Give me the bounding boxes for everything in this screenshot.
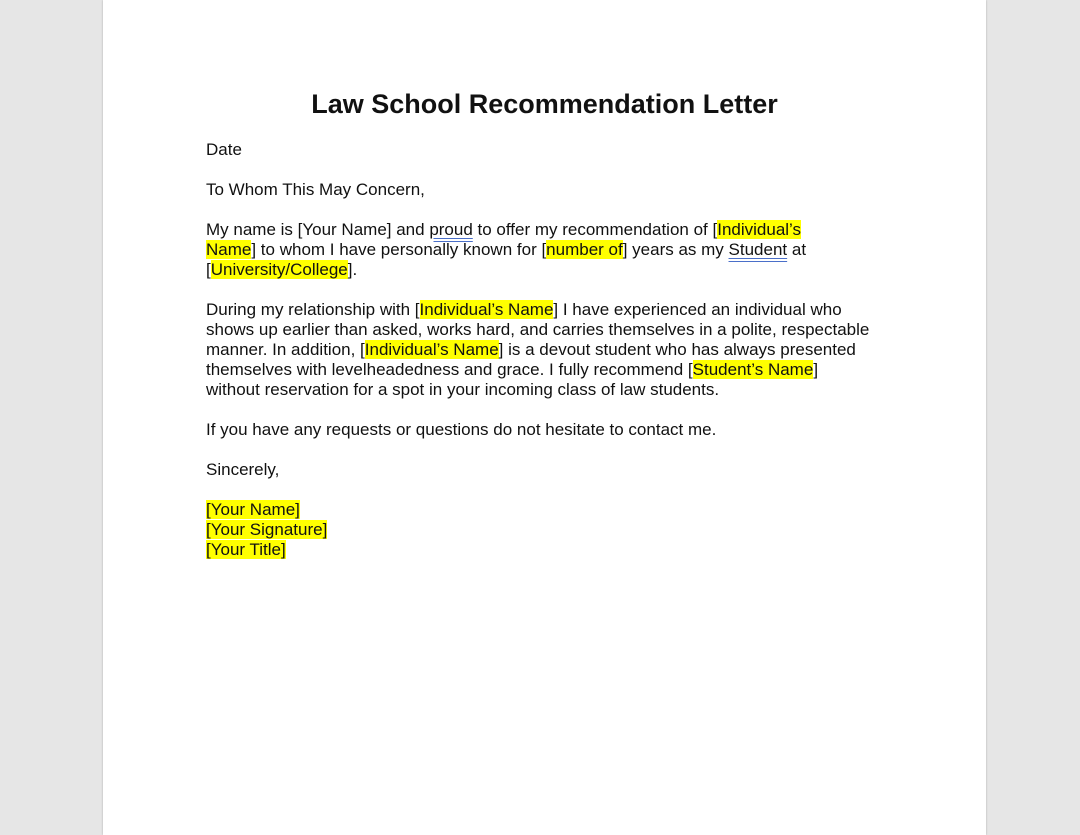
grammar-flag-word[interactable]: proud bbox=[429, 220, 473, 239]
placeholder-highlight: [Your Signature] bbox=[206, 520, 328, 539]
document-page bbox=[103, 0, 986, 835]
placeholder-highlight: [Your Name] bbox=[206, 500, 300, 519]
closing: Sincerely, bbox=[206, 460, 280, 479]
placeholder-highlight: Name bbox=[206, 240, 252, 259]
placeholder-highlight: Individual’s bbox=[717, 220, 802, 239]
salutation: To Whom This May Concern, bbox=[206, 180, 425, 199]
text-run: During my relationship with [ bbox=[206, 300, 420, 319]
page-title: Law School Recommendation Letter bbox=[311, 89, 778, 119]
text-run: ] without reservation for a spot in your incoming class of law students. bbox=[206, 360, 819, 399]
signature-title-line bbox=[206, 540, 876, 560]
placeholder-highlight: [Your Title] bbox=[206, 540, 286, 559]
signature-line bbox=[206, 520, 876, 540]
text-run: at bbox=[787, 240, 807, 259]
text-run: ] I have experienced an individual who shows up earlier than asked, works hard, and carries themselves in a polite, respectable manner. In addition, [ bbox=[206, 300, 870, 359]
text-run: ] years as my bbox=[622, 240, 729, 259]
placeholder-highlight: University/College bbox=[210, 260, 348, 279]
text-run: [ bbox=[206, 260, 211, 279]
text-run: ]. bbox=[347, 260, 358, 279]
placeholder-highlight: Student’s Name bbox=[692, 360, 814, 379]
paragraph-relationship bbox=[206, 300, 876, 400]
text-run: My name is [Your Name] and bbox=[206, 220, 430, 239]
placeholder-highlight: Individual’s Name bbox=[419, 300, 554, 319]
placeholder-highlight: number of bbox=[546, 240, 623, 259]
text-run: ] to whom I have personally known for [ bbox=[251, 240, 547, 259]
date-line: Date bbox=[206, 140, 242, 159]
letter-body bbox=[206, 140, 876, 560]
grammar-flag-word[interactable]: Student bbox=[728, 240, 788, 259]
text-run: to offer my recommendation of [ bbox=[472, 220, 718, 239]
signature-name-line bbox=[206, 500, 876, 520]
signature-block bbox=[206, 500, 876, 560]
paragraph-contact: If you have any requests or questions do not hesitate to contact me. bbox=[206, 420, 717, 439]
paragraph-intro bbox=[206, 220, 876, 280]
placeholder-highlight: Individual’s Name bbox=[364, 340, 499, 359]
text-run: ] is a devout student who has always presented themselves with levelheadedness and grace. I fully recommend [ bbox=[206, 340, 856, 379]
